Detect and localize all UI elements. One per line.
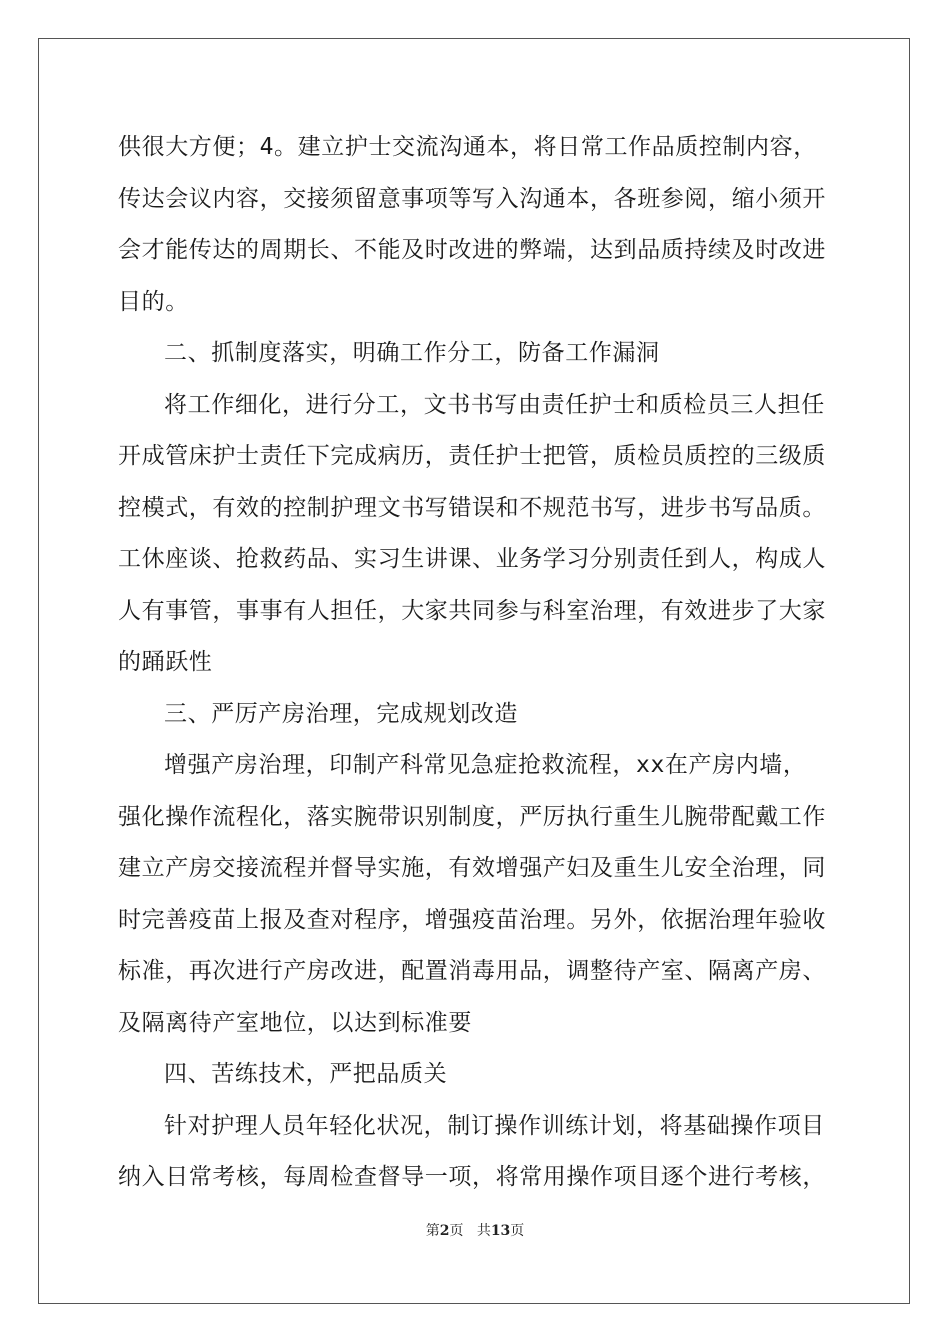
page-footer (0, 1220, 950, 1240)
section-heading: 四、苦练技术，严把品质关 (164, 1061, 448, 1087)
text-line: 标准，再次进行产房改进，配置消毒用品，调整待产室、隔离产房、 (118, 958, 826, 984)
text-line: 的踊跃性 (118, 649, 213, 675)
page-number: 2 (439, 1223, 450, 1239)
text-line: 工休座谈、抢救药品、实习生讲课、业务学习分别责任到人，构成人 (118, 546, 826, 572)
document-body (118, 122, 838, 1204)
text-line: 人有事管，事事有人担任，大家共同参与科室治理，有效进步了大家 (118, 597, 826, 624)
text-line: 控模式，有效的控制护理文书写错误和不规范书写，进步书写品质。 (118, 494, 826, 521)
page-prefix: 第 (425, 1223, 440, 1239)
text-line: 传达会议内容，交接须留意事项等写入沟通本，各班参阅，缩小须开 (118, 185, 826, 212)
total-suffix: 页 (510, 1223, 525, 1239)
text-line: 增强产房治理，印制产科常见急症抢救流程，xx在产房内墙， (164, 752, 807, 778)
total-prefix: 共 (476, 1223, 491, 1239)
section-heading: 二、抓制度落实，明确工作分工，防备工作漏洞 (164, 340, 660, 366)
text-line: 及隔离待产室地位，以达到标准要 (118, 1009, 472, 1036)
section-heading: 三、严厉产房治理，完成规划改造 (164, 700, 518, 727)
text-line: 纳入日常考核，每周检查督导一项，将常用操作项目逐个进行考核， (118, 1164, 826, 1190)
text-line: 供很大方便；4。建立护士交流沟通本，将日常工作品质控制内容， (118, 134, 817, 160)
text-line: 将工作细化，进行分工，文书书写由责任护士和质检员三人担任 (164, 391, 825, 418)
text-line: 针对护理人员年轻化状况，制订操作训练计划，将基础操作项目 (164, 1112, 825, 1139)
text-line: 建立产房交接流程并督导实施，有效增强产妇及重生儿安全治理，同 (118, 855, 826, 881)
text-line: 开成管床护士责任下完成病历，责任护士把管，质检员质控的三级质 (118, 443, 826, 469)
text-line: 强化操作流程化，落实腕带识别制度，严厉执行重生儿腕带配戴工作 (118, 803, 826, 830)
text-line: 会才能传达的周期长、不能及时改进的弊端，达到品质持续及时改进 (118, 237, 826, 263)
total-pages: 13 (490, 1223, 511, 1239)
text-line: 时完善疫苗上报及查对程序，增强疫苗治理。另外，依据治理年验收 (118, 906, 826, 933)
page-suffix: 页 (449, 1223, 464, 1239)
text-line: 目的。 (118, 288, 189, 315)
